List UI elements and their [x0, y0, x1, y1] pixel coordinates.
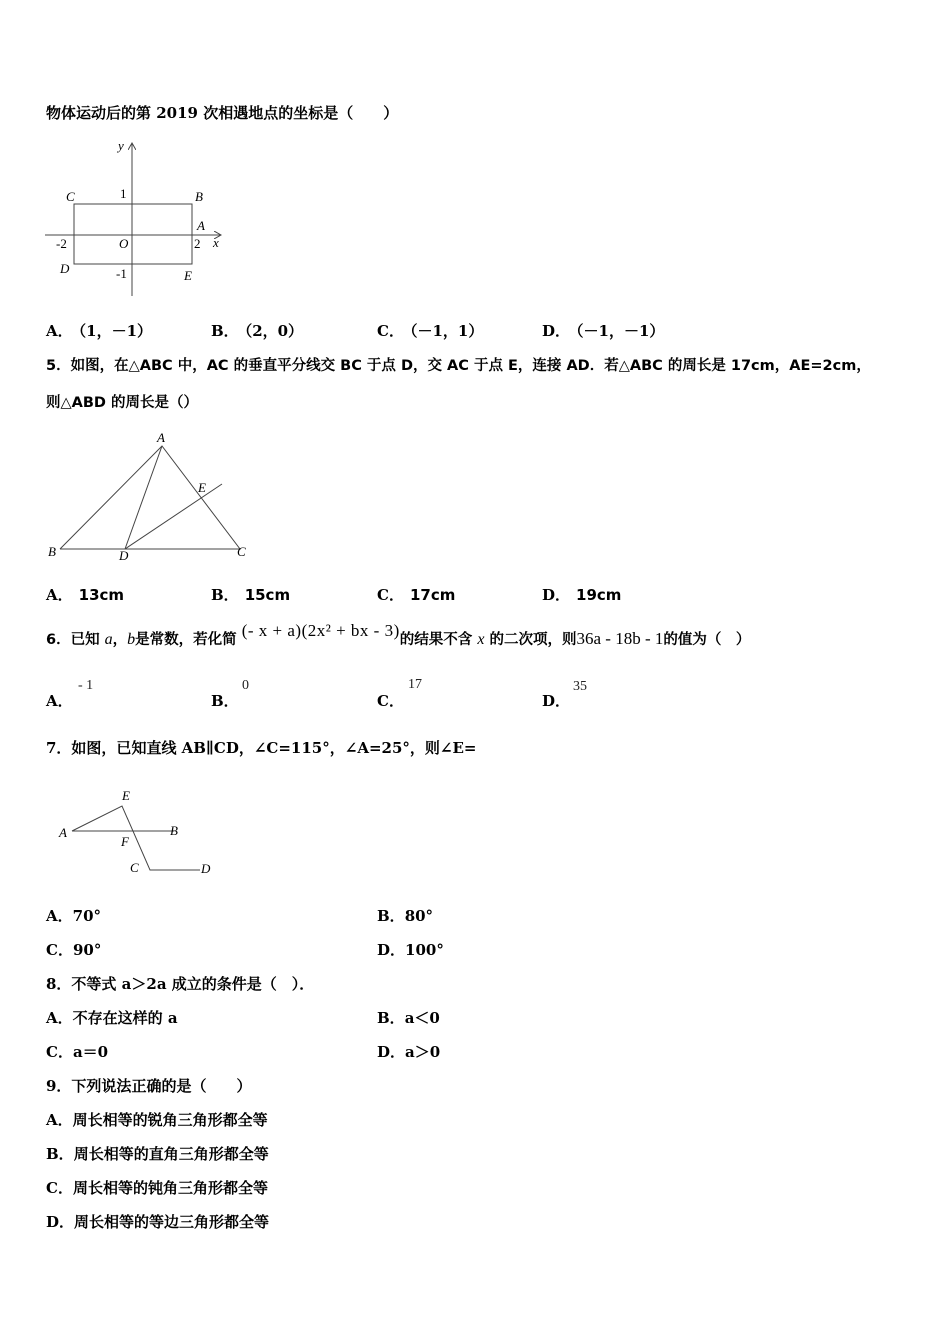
q6-option-b[interactable]: B．	[211, 692, 239, 710]
tick-1: 1	[120, 186, 127, 201]
q5-option-b[interactable]: B． 15cm	[211, 586, 291, 604]
q6-expression2: 36a - 18b - 1	[576, 629, 664, 648]
x-axis-label: x	[213, 235, 219, 250]
q5-option-a[interactable]: A． 13cm	[46, 586, 125, 604]
point-b-label: B	[195, 189, 203, 204]
q6-option-d-value: 35	[573, 679, 587, 694]
q4-coordinate-graph	[40, 138, 240, 298]
q4-option-b[interactable]: B． （2，0）	[211, 322, 304, 340]
q9-option-d[interactable]: D．周长相等的等边三角形都全等	[46, 1213, 270, 1231]
q8-option-c[interactable]: C．a＝0	[46, 1043, 109, 1061]
fig7-b-label: B	[170, 823, 178, 838]
q6-option-a[interactable]: A．	[46, 692, 73, 710]
q7-stem: 7．如图，已知直线 AB∥CD，∠C=115°，∠A=25°，则∠E=	[46, 739, 477, 757]
fig7-e-label: E	[122, 788, 130, 803]
q6-option-c-value: 17	[408, 677, 422, 692]
q9-option-b[interactable]: B．周长相等的直角三角形都全等	[46, 1145, 269, 1163]
q7-option-d[interactable]: D．100°	[377, 941, 444, 959]
q4-option-d[interactable]: D． （－1，－1）	[542, 322, 665, 340]
tick-neg2: -2	[56, 236, 67, 251]
q7-option-b[interactable]: B．80°	[377, 907, 434, 925]
tick-neg1: -1	[116, 266, 127, 281]
tri-b-label: B	[48, 544, 56, 559]
q6-option-b-value: 0	[242, 678, 249, 693]
tri-e-label: E	[198, 480, 206, 495]
point-d-label: D	[60, 261, 70, 276]
tick-2: 2	[194, 236, 201, 251]
q8-option-d[interactable]: D．a＞0	[377, 1043, 441, 1061]
q6-option-a-value: - 1	[78, 678, 94, 693]
point-c-label: C	[66, 189, 75, 204]
tri-a-label: A	[157, 430, 165, 445]
q8-option-a[interactable]: A．不存在这样的 a	[46, 1009, 178, 1027]
q5-option-c[interactable]: C． 17cm	[377, 586, 456, 604]
tri-c-label: C	[237, 544, 246, 559]
fig7-d-label: D	[201, 861, 211, 876]
q6-expression: (- x + a)(2x² + bx - 3)	[241, 621, 400, 640]
q9-option-a[interactable]: A．周长相等的锐角三角形都全等	[46, 1111, 268, 1129]
q6-option-d[interactable]: D．	[542, 692, 571, 710]
tri-d-label: D	[119, 548, 129, 563]
q5-option-d[interactable]: D． 19cm	[542, 586, 622, 604]
q8-option-b[interactable]: B．a＜0	[377, 1009, 440, 1027]
q5-stem-line2: 则△ABD 的周长是（）	[46, 395, 199, 411]
q4-option-c[interactable]: C． （－1，1）	[377, 322, 484, 340]
q6-option-c[interactable]: C．	[377, 692, 404, 710]
point-e-label: E	[184, 268, 192, 283]
q4-option-a[interactable]: A． （1，－1）	[46, 322, 153, 340]
fig7-c-label: C	[130, 860, 139, 875]
q7-option-c[interactable]: C．90°	[46, 941, 102, 959]
q7-option-a[interactable]: A．70°	[46, 907, 102, 925]
fig7-a-label: A	[59, 825, 67, 840]
q5-stem-line1: 5．如图，在△ABC 中，AC 的垂直平分线交 BC 于点 D，交 AC 于点 E，连接 AD．若△ABC 的周长是 17cm，AE=2cm，	[46, 358, 871, 374]
y-axis-label: y	[118, 138, 124, 153]
q4-stem: 物体运动后的第 2019 次相遇地点的坐标是（ ）	[46, 104, 399, 122]
q7-parallel-lines-figure	[50, 785, 230, 880]
q9-option-c[interactable]: C．周长相等的钝角三角形都全等	[46, 1179, 268, 1197]
origin-label: O	[119, 236, 129, 251]
point-a-label: A	[197, 218, 205, 233]
q9-stem: 9．下列说法正确的是（ ）	[46, 1077, 252, 1095]
q5-triangle-figure	[40, 428, 270, 563]
fig7-f-label: F	[121, 834, 129, 849]
q8-stem: 8．不等式 a＞2a 成立的条件是（ ）．	[46, 975, 315, 993]
q6-stem: 6．已知 a，b是常数，若化简 (- x + a)(2x² + bx - 3)的结果不含 x 的二次项，则36a - 18b - 1的值为（ ）	[46, 621, 751, 648]
